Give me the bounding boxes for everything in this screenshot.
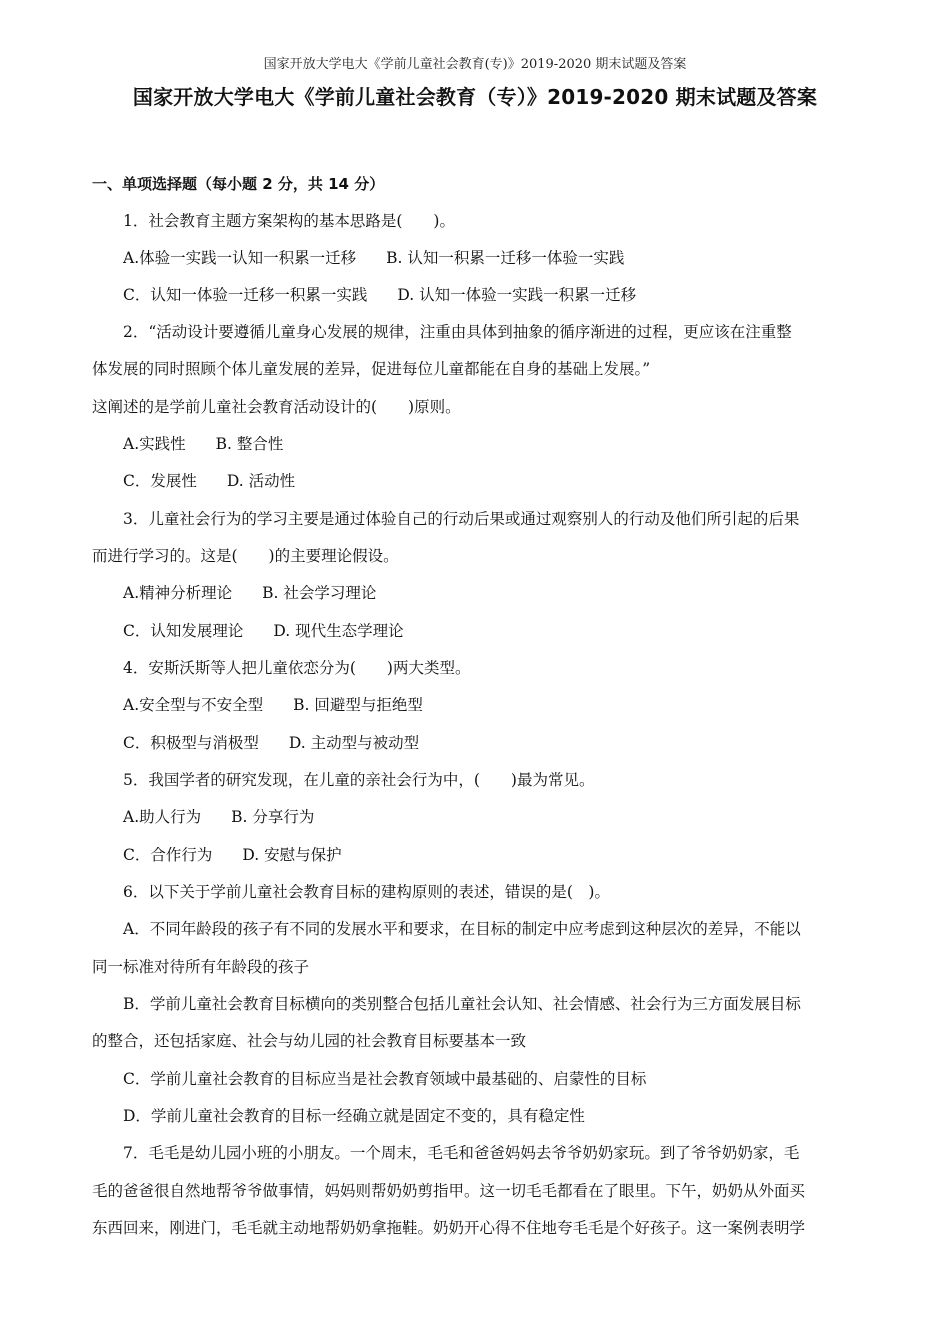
q5-option-d: D. 安慰与保护 <box>242 846 342 864</box>
q4-option-a: A.安全型与不安全型 <box>123 696 264 714</box>
q1-options-ab <box>123 246 873 270</box>
q6-option-d: D．学前儿童社会教育的目标一经确立就是固定不变的，具有稳定性 <box>123 1107 585 1125</box>
section-heading: 一、单项选择题（每小题 2 分，共 14 分） <box>92 175 385 193</box>
q5-options-ab <box>123 805 873 829</box>
q5-stem: 5．我国学者的研究发现，在儿童的亲社会行为中，( )最为常见。 <box>123 771 595 789</box>
q7-stem-line2: 毛的爸爸很自然地帮爷爷做事情，妈妈则帮奶奶剪指甲。这一切毛毛都看在了眼里。下午，奶奶从外面买 <box>92 1182 806 1200</box>
q4-stem: 4．安斯沃斯等人把儿童依恋分为( )两大类型。 <box>123 659 471 677</box>
q3-option-a: A.精神分析理论 <box>123 584 233 602</box>
q2-stem-line3: 这阐述的是学前儿童社会教育活动设计的( )原则。 <box>92 398 461 416</box>
q6-option-a-line2: 同一标准对待所有年龄段的孩子 <box>92 958 310 976</box>
q2-option-b: B. 整合性 <box>215 435 284 453</box>
q2-options-ab <box>123 432 873 456</box>
q4-option-d: D. 主动型与被动型 <box>288 734 420 752</box>
q5-option-c: C．合作行为 <box>123 846 213 864</box>
q3-option-b: B. 社会学习理论 <box>262 584 377 602</box>
document-title: 国家开放大学电大《学前儿童社会教育（专）》2019-2020 期末试题及答案 <box>132 85 818 109</box>
q6-option-a-line1: A．不同年龄段的孩子有不同的发展水平和要求，在目标的制定中应考虑到这种层次的差异，不能以 <box>123 920 801 938</box>
q4-options-cd <box>123 731 873 755</box>
q6-option-c: C．学前儿童社会教育的目标应当是社会教育领域中最基础的、启蒙性的目标 <box>123 1070 647 1088</box>
running-header: 国家开放大学电大《学前儿童社会教育(专)》2019-2020 期末试题及答案 <box>263 57 687 72</box>
q2-option-d: D. 活动性 <box>226 472 296 490</box>
q1-option-d: D. 认知一体验一实践一积累一迁移 <box>397 286 637 304</box>
q4-option-b: B. 回避型与拒绝型 <box>293 696 423 714</box>
q7-stem-line1: 7．毛毛是幼儿园小班的小朋友。一个周末，毛毛和爸爸妈妈去爷爷奶奶家玩。到了爷爷奶奶家，毛 <box>123 1144 800 1162</box>
q2-option-a: A.实践性 <box>123 435 186 453</box>
q2-stem-line2: 体发展的同时照顾个体儿童发展的差异，促进每位儿童都能在自身的基础上发展。” <box>92 360 651 378</box>
q3-option-d: D. 现代生态学理论 <box>273 622 404 640</box>
q3-stem-line1: 3．儿童社会行为的学习主要是通过体验自己的行动后果或通过观察别人的行动及他们所引起的后果 <box>123 510 800 528</box>
q3-option-c: C．认知发展理论 <box>123 622 244 640</box>
q2-options-cd <box>123 469 873 493</box>
q1-option-a: A.体验一实践一认知一积累一迁移 <box>123 249 357 267</box>
q1-options-cd <box>123 283 873 307</box>
q4-option-c: C．积极型与消极型 <box>123 734 259 752</box>
q3-stem-line2: 而进行学习的。这是( )的主要理论假设。 <box>92 547 399 565</box>
q6-option-b-line2: 的整合，还包括家庭、社会与幼儿园的社会教育目标要基本一致 <box>92 1032 527 1050</box>
q5-option-b: B. 分享行为 <box>231 808 315 826</box>
q1-option-c: C．认知一体验一迁移一积累一实践 <box>123 286 368 304</box>
q5-options-cd <box>123 843 873 867</box>
q1-stem: 1．社会教育主题方案架构的基本思路是( )。 <box>123 212 455 230</box>
q7-stem-line3: 东西回来，刚进门，毛毛就主动地帮奶奶拿拖鞋。奶奶开心得不住地夸毛毛是个好孩子。这一案例表明学 <box>92 1219 806 1237</box>
q4-options-ab <box>123 693 873 717</box>
q6-stem: 6．以下关于学前儿童社会教育目标的建构原则的表述，错误的是( )。 <box>123 883 610 901</box>
q3-options-cd <box>123 619 873 643</box>
q6-option-b-line1: B．学前儿童社会教育目标横向的类别整合包括儿童社会认知、社会情感、社会行为三方面发展目标 <box>123 995 801 1013</box>
q2-stem-line1: 2．“活动设计要遵循儿童身心发展的规律，注重由具体到抽象的循序渐进的过程，更应该在注重整 <box>123 323 792 341</box>
q2-option-c: C．发展性 <box>123 472 197 490</box>
q3-options-ab <box>123 581 873 605</box>
q5-option-a: A.助人行为 <box>123 808 202 826</box>
q1-option-b: B. 认知一积累一迁移一体验一实践 <box>386 249 625 267</box>
